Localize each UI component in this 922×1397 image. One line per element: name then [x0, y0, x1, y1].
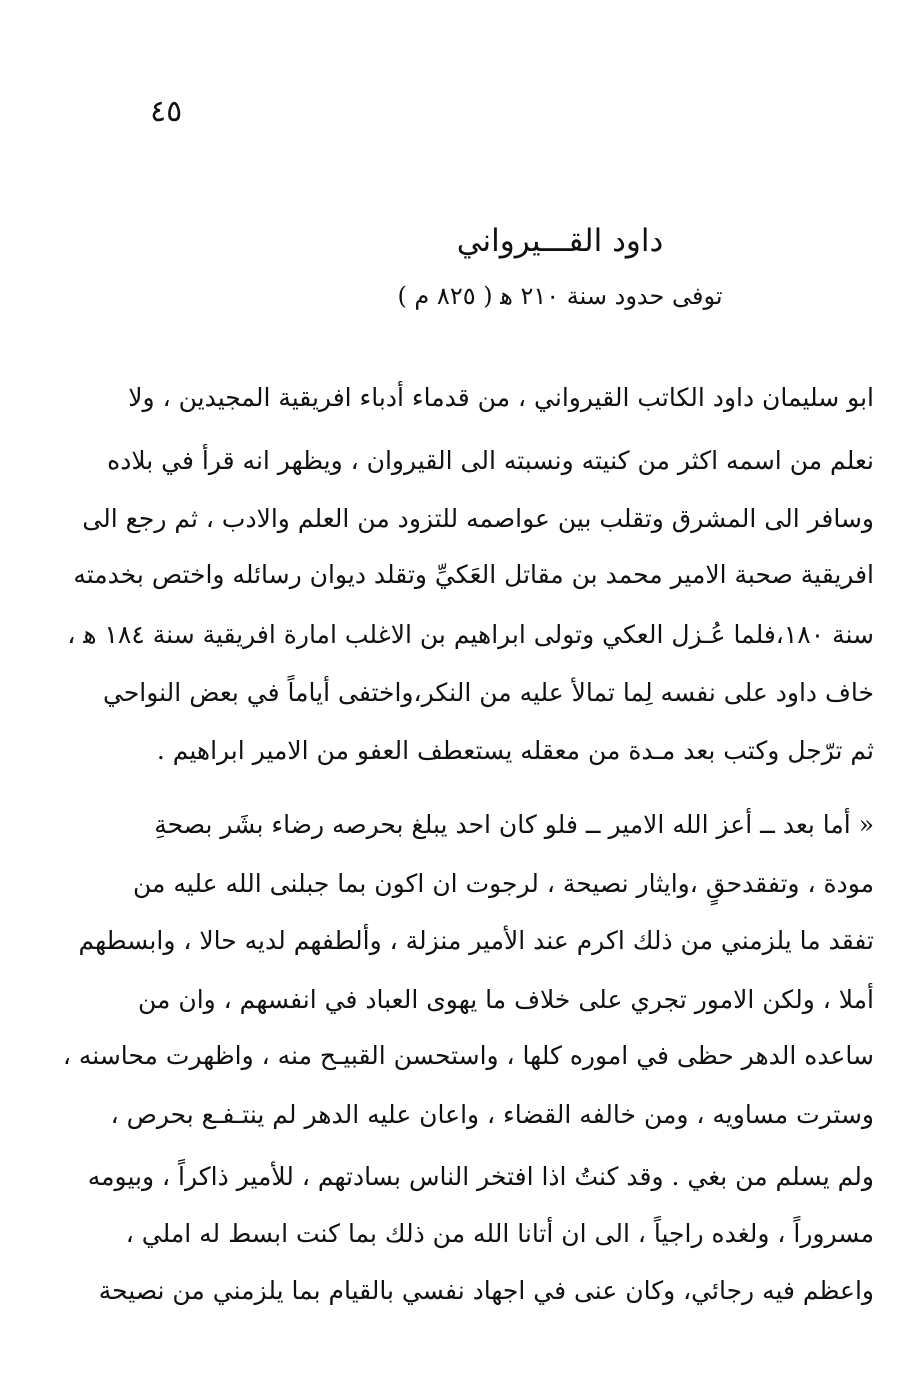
section-subtitle: توفى حدود سنة ٢١٠ ﻫ ( ٨٢٥ م ) [397, 282, 723, 310]
text-line: خاف داود على نفسه لِما تمالأ عليه من النكر،واختفى أياماً في بعض النواحي [102, 678, 874, 707]
text-line: وسترت مساويه ، ومن خالفه القضاء ، واعان عليه الدهر لم ينتـفـع بحرص ، [110, 1100, 874, 1129]
text-line: سنة ١٨٠،فلما عُـزل العكي وتولى ابراهيم بن الاغلب امارة افريقية سنة ١٨٤ ﻫ ، [67, 620, 874, 649]
text-line: مسروراً ، ولغده راجياً ، الى ان أتانا الله من ذلك بما كنت ابسط له املي ، [125, 1219, 874, 1248]
text-line: واعظم فيه رجائي، وكان عنى في اجهاد نفسي بالقيام بما يلزمني من نصيحة [98, 1276, 874, 1305]
page-number: ٤٥ [150, 94, 183, 129]
text-line: نعلم من اسمه اكثر من كنيته ونسبته الى القيروان ، ويظهر انه قرأ في بلاده [107, 446, 874, 475]
section-title: داود القـــيرواني [456, 223, 664, 259]
text-line: وسافر الى المشرق وتقلب بين عواصمه للتزود من العلم والادب ، ثم رجع الى [82, 504, 874, 533]
text-line: مودة ، وتفقدحقٍ ،وايثار نصيحة ، لرجوت ان اكون بما جبلنى الله عليه من [133, 869, 874, 898]
text-line: ثم ترّجل وكتب بعد مـدة من معقله يستعطف العفو من الامير ابراهيم . [156, 736, 874, 765]
text-line: ساعده الدهر حظى في اموره كلها ، واستحسن القبيـح منه ، واظهرت محاسنه ، [62, 1041, 874, 1070]
text-line: « أما بعد ــ أعز الله الامير ــ فلو كان احد يبلغ بحرصه رضاء بشَر بصحةِ [154, 810, 874, 839]
text-line: ولم يسلم من بغي . وقد كنتُ اذا افتخر الناس بسادتهم ، للأمير ذاكراً ، وبيومه [87, 1162, 874, 1191]
text-line: أملا ، ولكن الامور تجري على خلاف ما يهوى العباد في انفسهم ، وان من [137, 985, 874, 1014]
text-line: افريقية صحبة الامير محمد بن مقاتل العَكيِّ وتقلد ديوان رسائله واختص بخدمته [73, 560, 874, 589]
text-line: تفقد ما يلزمني من ذلك اكرم عند الأمير منزلة ، وألطفهم لديه حالا ، وابسطهم [78, 926, 874, 955]
text-line: ابو سليمان داود الكاتب القيرواني ، من قدماء أدباء افريقية المجيدين ، ولا [128, 383, 874, 412]
